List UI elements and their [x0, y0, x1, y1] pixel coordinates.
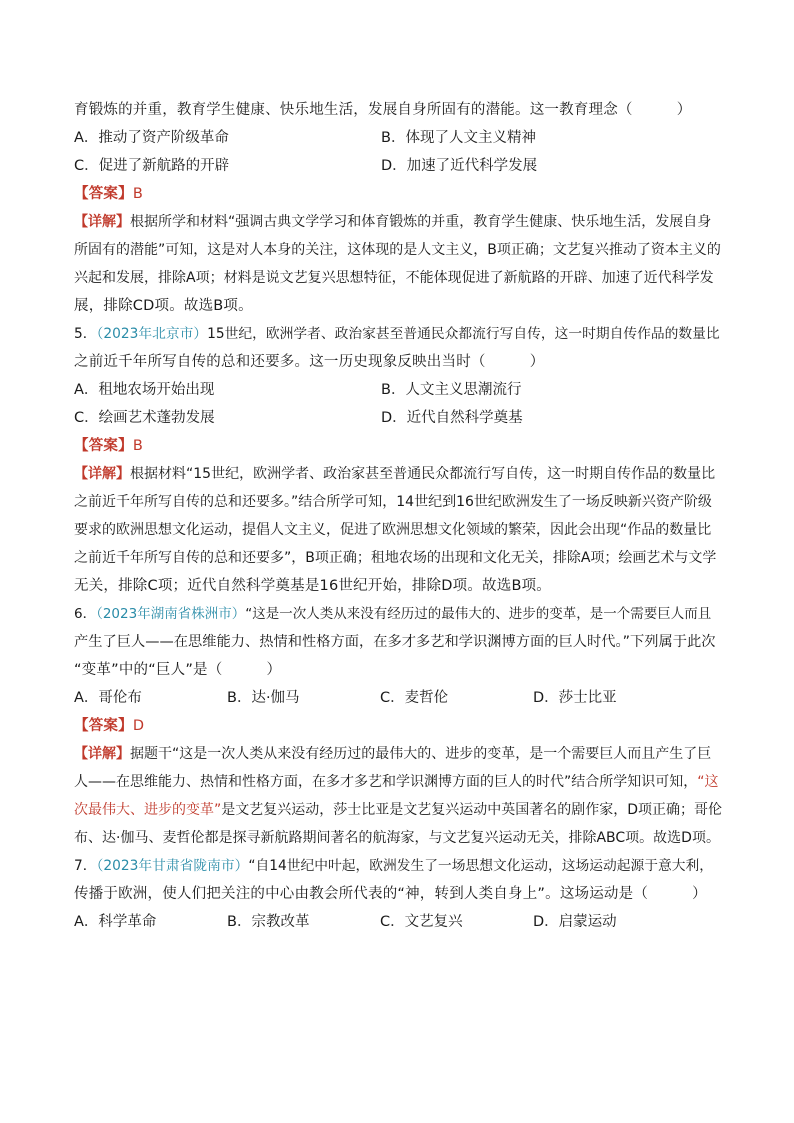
detail-text: 是文艺复兴运动，莎士比亚是文艺复兴运动中英国著名的剧作家，D项正确；哥伦 — [221, 802, 723, 818]
question-6-stem — [74, 600, 722, 628]
option-c: C．文艺复兴 — [380, 914, 463, 930]
question-source: （2023年甘肃省陇南市） — [96, 858, 249, 874]
answer-tag: 【答案】 — [74, 438, 133, 454]
answer-value: B — [132, 186, 143, 202]
question-5-options-row2 — [74, 404, 722, 432]
detail-line: 无关，排除C项；近代自然科学奠基是16世纪开始，排除D项。故选B项。 — [74, 578, 551, 594]
answer-tag: 【答案】 — [74, 718, 133, 734]
option-b: B．达·伽马 — [227, 690, 300, 706]
detail-line: 兴起和发展，排除A项；材料是说文艺复兴思想特征，不能体现促进了新航路的开辟、加速了近代科学发 — [74, 270, 714, 286]
question-6-options — [74, 684, 722, 712]
question-7-options — [74, 908, 722, 936]
option-d: D．莎士比亚 — [533, 690, 617, 706]
stem-text: “自14世纪中叶起，欧洲发生了一场思想文化运动，这场运动起源于意大利， — [248, 858, 713, 874]
answer-value: D — [132, 718, 145, 734]
stem-text: “这是一次人类从来没有经历过的最伟大的、进步的变革，是一个需要巨人而且 — [245, 606, 712, 622]
question-4-stem: 育锻炼的并重，教育学生健康、快乐地生活，发展自身所固有的潜能。这一教育理念（ ） — [74, 102, 692, 118]
option-d: D．近代自然科学奠基 — [381, 410, 523, 426]
option-b: B．宗教改革 — [227, 914, 310, 930]
question-4-options — [74, 124, 722, 152]
detail-line: 之前近千年所写自传的总和还要多”，B项正确；租地农场的出现和文化无关，排除A项；绘画艺术与文学 — [74, 550, 717, 566]
option-c: C．麦哲伦 — [380, 690, 449, 706]
detail-line: 所固有的潜能”可知，这是对人本身的关注，这体现的是人文主义，B项正确；文艺复兴推动了资本主义的 — [74, 242, 721, 258]
detail-line: 要求的欧洲思想文化运动，提倡人文主义，促进了欧洲思想文化领域的繁荣，因此会出现“作品的数量比 — [74, 522, 712, 538]
detail-tag: 【详解】 — [74, 214, 130, 230]
stem-line: “变革”中的“巨人”是（ ） — [74, 662, 282, 678]
document-page — [74, 96, 722, 936]
option-a: A．哥伦布 — [74, 690, 142, 706]
stem-line: 产生了巨人——在思维能力、热情和性格方面，在多才多艺和学识渊博方面的巨人时代。”下列属于此次 — [74, 634, 716, 650]
option-a: A．科学革命 — [74, 914, 157, 930]
option-c: C．促进了新航路的开辟 — [74, 158, 230, 174]
question-source: （2023年北京市） — [96, 326, 208, 342]
option-c: C．绘画艺术蓬勃发展 — [74, 410, 215, 426]
question-4-detail — [74, 208, 722, 236]
detail-quote: “这 — [697, 774, 719, 790]
detail-line — [74, 768, 722, 796]
question-7-stem — [74, 852, 722, 880]
detail-line: 展，排除CD项。故选B项。 — [74, 298, 253, 314]
question-4-answer — [74, 180, 722, 208]
detail-line: 之前近千年所写自传的总和还要多。”结合所学可知，14世纪到16世纪欧洲发生了一场反映新兴资产阶级 — [74, 494, 712, 510]
question-number: 7． — [74, 858, 97, 874]
answer-value: B — [132, 438, 143, 454]
stem-line: 之前近千年所写自传的总和还要多。这一历史现象反映出当时（ ） — [74, 354, 545, 370]
detail-tag: 【详解】 — [74, 746, 130, 762]
option-b: B．人文主义思潮流行 — [381, 382, 522, 398]
detail-text: 据题干“这是一次人类从来没有经历过的最伟大的、进步的变革，是一个需要巨人而且产生了巨 — [130, 746, 712, 762]
option-b: B．体现了人文主义精神 — [381, 130, 536, 146]
stem-line: 传播于欧洲，使人们把关注的中心由教会所代表的“神，转到人类自身上”。这场运动是（ ） — [74, 886, 707, 902]
detail-line — [74, 796, 722, 824]
answer-tag: 【答案】 — [74, 186, 133, 202]
detail-quote: 次最伟大、进步的变革” — [74, 802, 222, 818]
question-5-options — [74, 376, 722, 404]
question-6-answer — [74, 712, 722, 740]
question-5-answer — [74, 432, 722, 460]
option-d: D．启蒙运动 — [533, 914, 617, 930]
detail-text: 根据材料“15世纪，欧洲学者、政治家甚至普通民众都流行写自传，这一时期自传作品的数量比 — [130, 466, 716, 482]
option-a: A．推动了资产阶级革命 — [74, 130, 229, 146]
question-4-options-row2 — [74, 152, 722, 180]
detail-text: 人——在思维能力、热情和性格方面，在多才多艺和学识渊博方面的巨人的时代”结合所学知识可知， — [74, 774, 698, 790]
question-source: （2023年湖南省株洲市） — [96, 606, 246, 622]
detail-line: 布、达·伽马、麦哲伦都是探寻新航路期间著名的航海家，与文艺复兴运动无关，排除ABC项。故选D项。 — [74, 830, 720, 846]
question-number: 5． — [74, 326, 97, 342]
detail-tag: 【详解】 — [74, 466, 130, 482]
question-6-detail — [74, 740, 722, 768]
question-5-detail — [74, 460, 722, 488]
option-d: D．加速了近代科学发展 — [381, 158, 538, 174]
stem-text: 15世纪，欧洲学者、政治家甚至普通民众都流行写自传，这一时期自传作品的数量比 — [207, 326, 720, 342]
question-number: 6． — [74, 606, 97, 622]
question-5-stem — [74, 320, 722, 348]
option-a: A．租地农场开始出现 — [74, 382, 215, 398]
detail-text: 根据所学和材料“强调古典文学学习和体育锻炼的并重，教育学生健康、快乐地生活，发展自身 — [130, 214, 712, 230]
